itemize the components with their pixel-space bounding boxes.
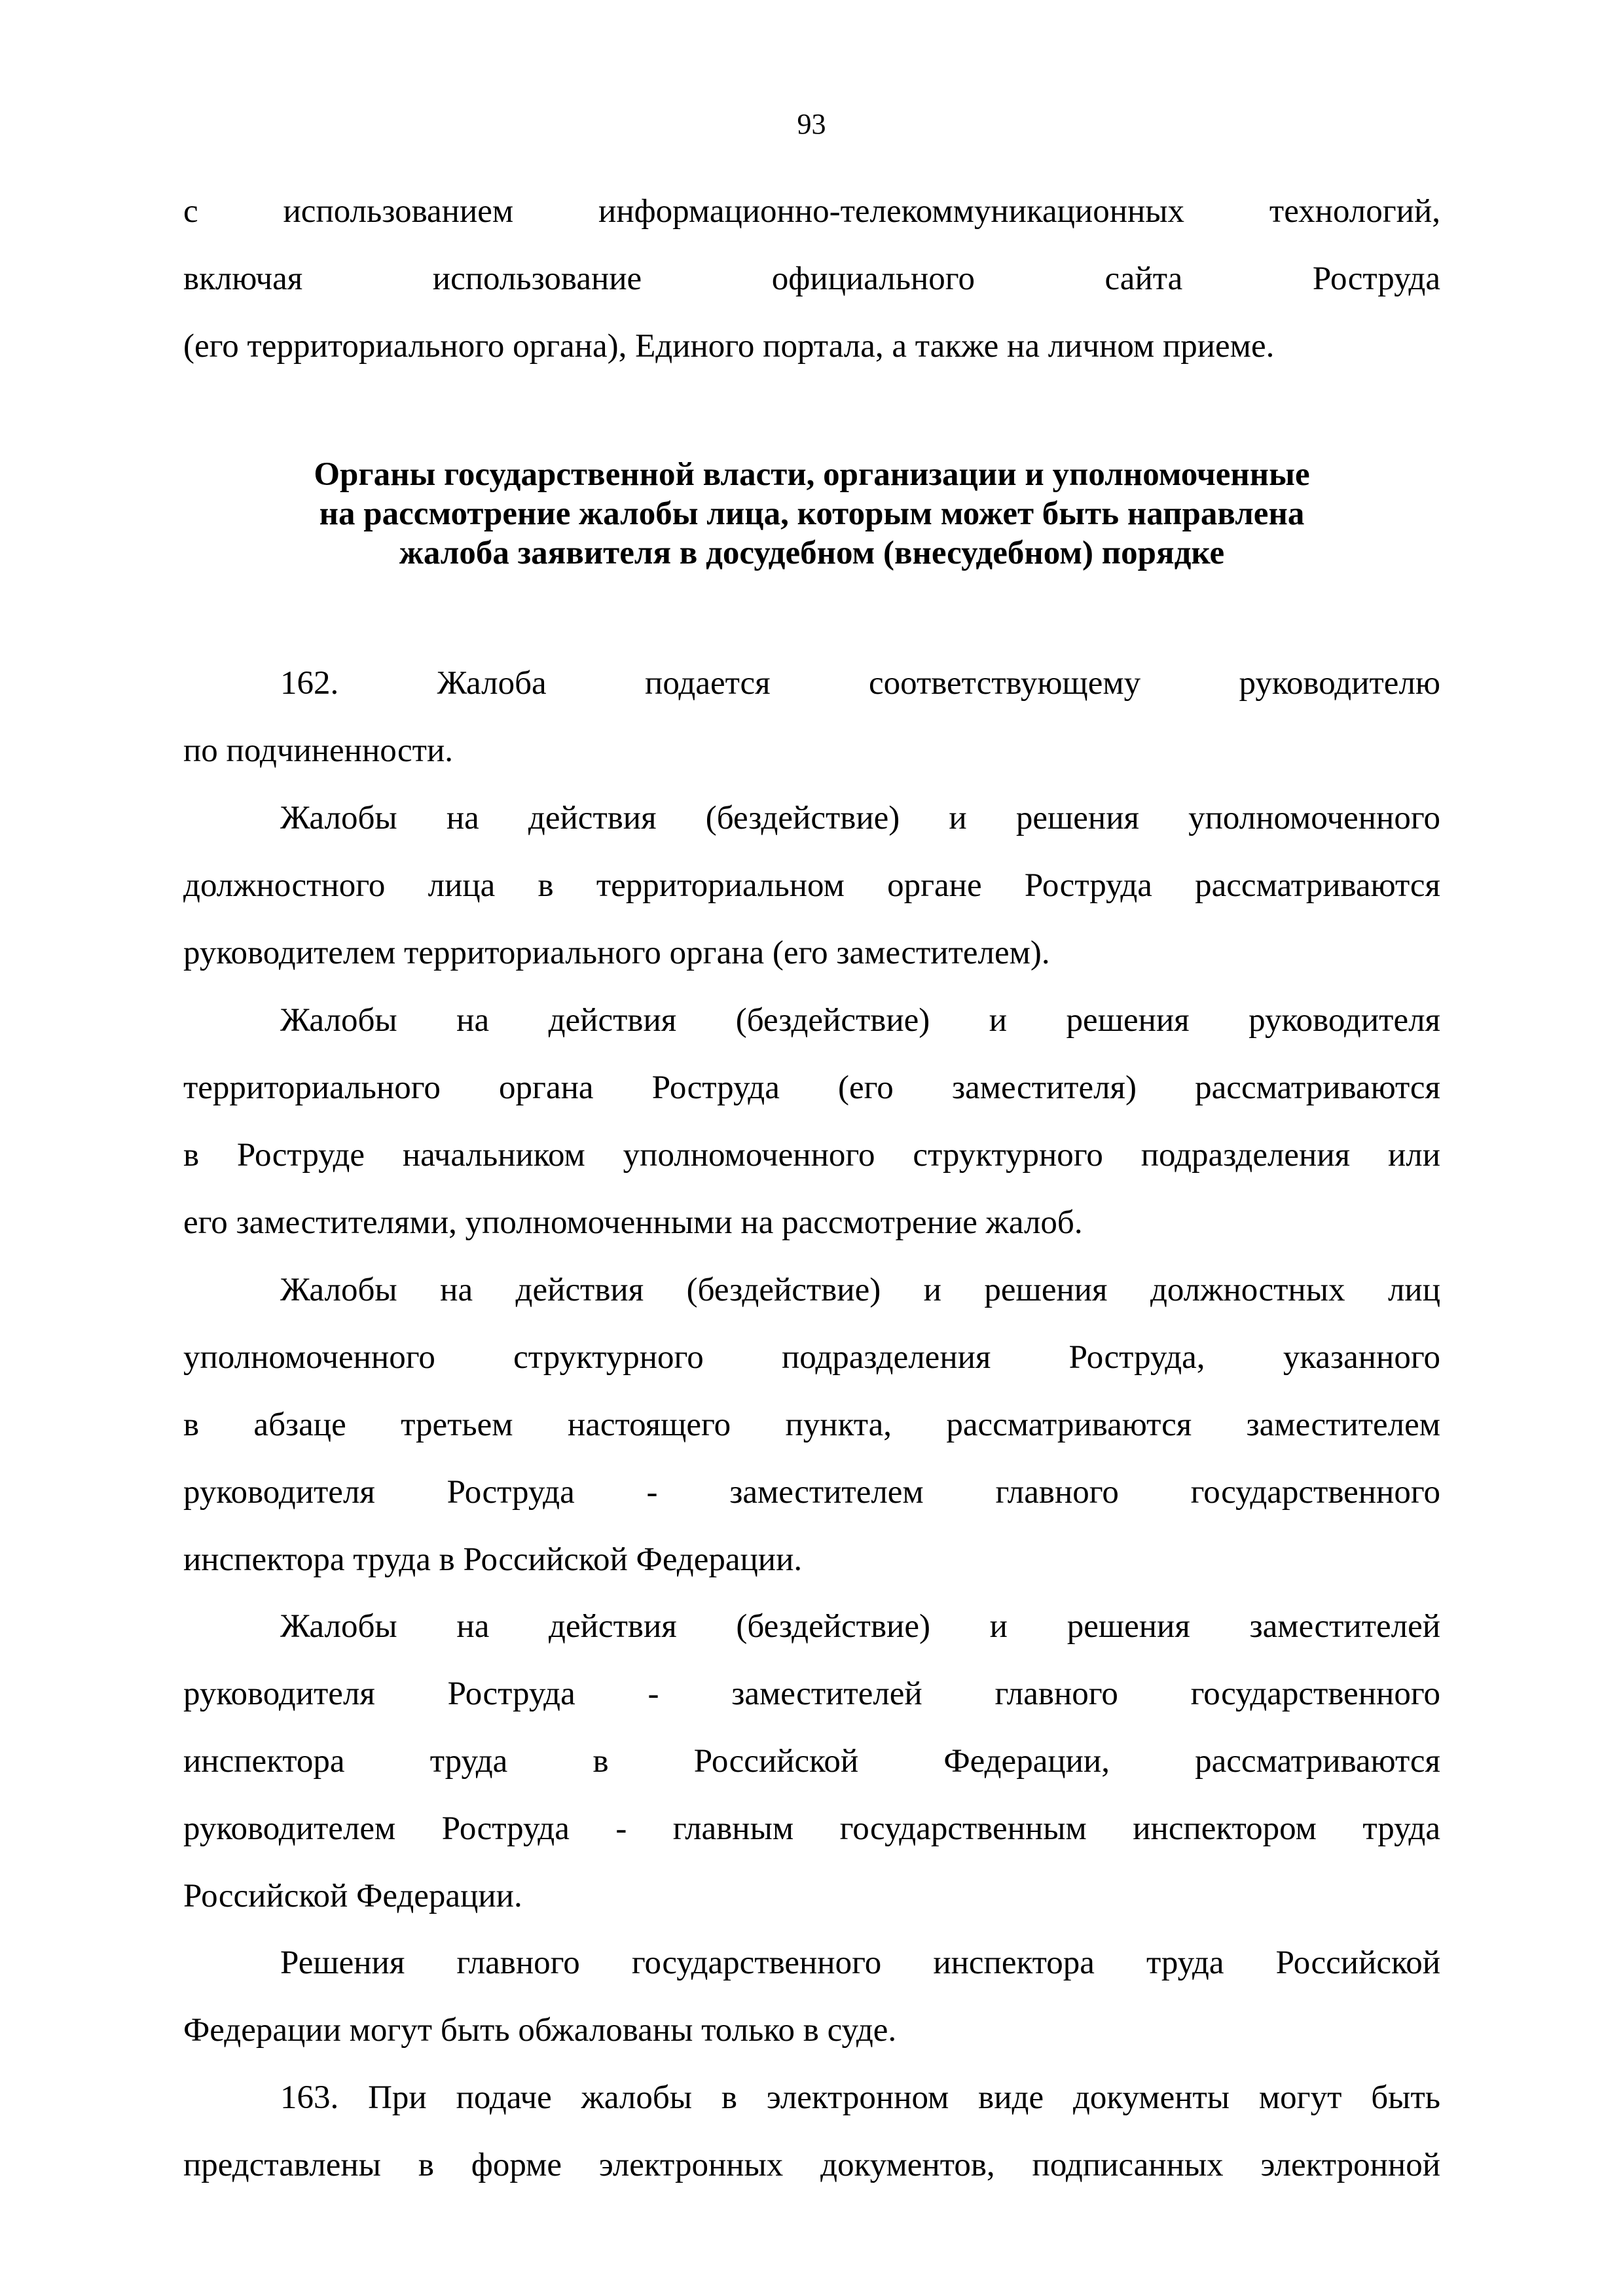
paragraph-163 [183, 2064, 1440, 2199]
text-line: уполномоченного структурного подразделения Роструда, указанного [183, 1339, 1440, 1376]
text-line: (его территориального органа), Единого портала, а также на личном приеме. [183, 328, 1275, 365]
paragraph-162 [183, 650, 1440, 785]
text-line: Жалобы на действия (бездействие) и решения руководителя [280, 1002, 1440, 1039]
text-line: в Роструде начальником уполномоченного структурного подразделения или [183, 1137, 1440, 1174]
intro-paragraph [183, 178, 1440, 380]
text-line: Федерации могут быть обжалованы только в суде. [183, 2012, 897, 2049]
text-line: руководителя Роструда - заместителей главного государственного [183, 1676, 1440, 1712]
heading-line: Органы государственной власти, организации и уполномоченные [314, 456, 1310, 493]
text-line: включая использование официального сайта Роструда [183, 260, 1440, 297]
section-heading [183, 455, 1440, 573]
text-line: представлены в форме электронных документов, подписанных электронной [183, 2147, 1440, 2183]
paragraph-deputy-heads [183, 1593, 1440, 1930]
text-line: инспектора труда в Российской Федерации. [183, 1541, 803, 1578]
text-line: его заместителями, уполномоченными на рассмотрение жалоб. [183, 1204, 1083, 1241]
text-line: в абзаце третьем настоящего пункта, рассматриваются заместителем [183, 1407, 1440, 1443]
heading-line: жалоба заявителя в досудебном (внесудебном) порядке [399, 535, 1225, 571]
text-line: Решения главного государственного инспектора труда Российской [280, 1945, 1440, 1981]
text-line: Российской Федерации. [183, 1878, 522, 1914]
paragraph-territorial-head [183, 987, 1440, 1257]
text-line: инспектора труда в Российской Федерации, рассматриваются [183, 1743, 1440, 1780]
paragraph-chief-inspector [183, 1929, 1440, 2064]
text-line: руководителя Роструда - заместителем главного государственного [183, 1474, 1440, 1511]
text-line: Жалобы на действия (бездействие) и решения заместителей [280, 1608, 1440, 1645]
page-number: 93 [797, 108, 826, 140]
text-line: 162. Жалоба подается соответствующему руководителю [280, 665, 1440, 702]
text-line: Жалобы на действия (бездействие) и решения уполномоченного [280, 800, 1440, 836]
text-line: Жалобы на действия (бездействие) и решения должностных лиц [280, 1272, 1440, 1308]
text-line: руководителем территориального органа (его заместителем). [183, 935, 1050, 971]
text-line: 163. При подаче жалобы в электронном виде документы могут быть [280, 2079, 1440, 2116]
text-line: по подчиненности. [183, 732, 454, 769]
text-line: территориального органа Роструда (его заместителя) рассматриваются [183, 1069, 1440, 1106]
text-line: руководителем Роструда - главным государственным инспектором труда [183, 1810, 1440, 1847]
paragraph-structural-subdivision [183, 1257, 1440, 1594]
heading-line: на рассмотрение жалобы лица, которым может быть направлена [319, 495, 1305, 532]
paragraph-territorial-official [183, 785, 1440, 987]
text-line: с использованием информационно-телекоммуникационных технологий, [183, 193, 1440, 230]
text-line: должностного лица в территориальном органе Роструда рассматриваются [183, 867, 1440, 904]
